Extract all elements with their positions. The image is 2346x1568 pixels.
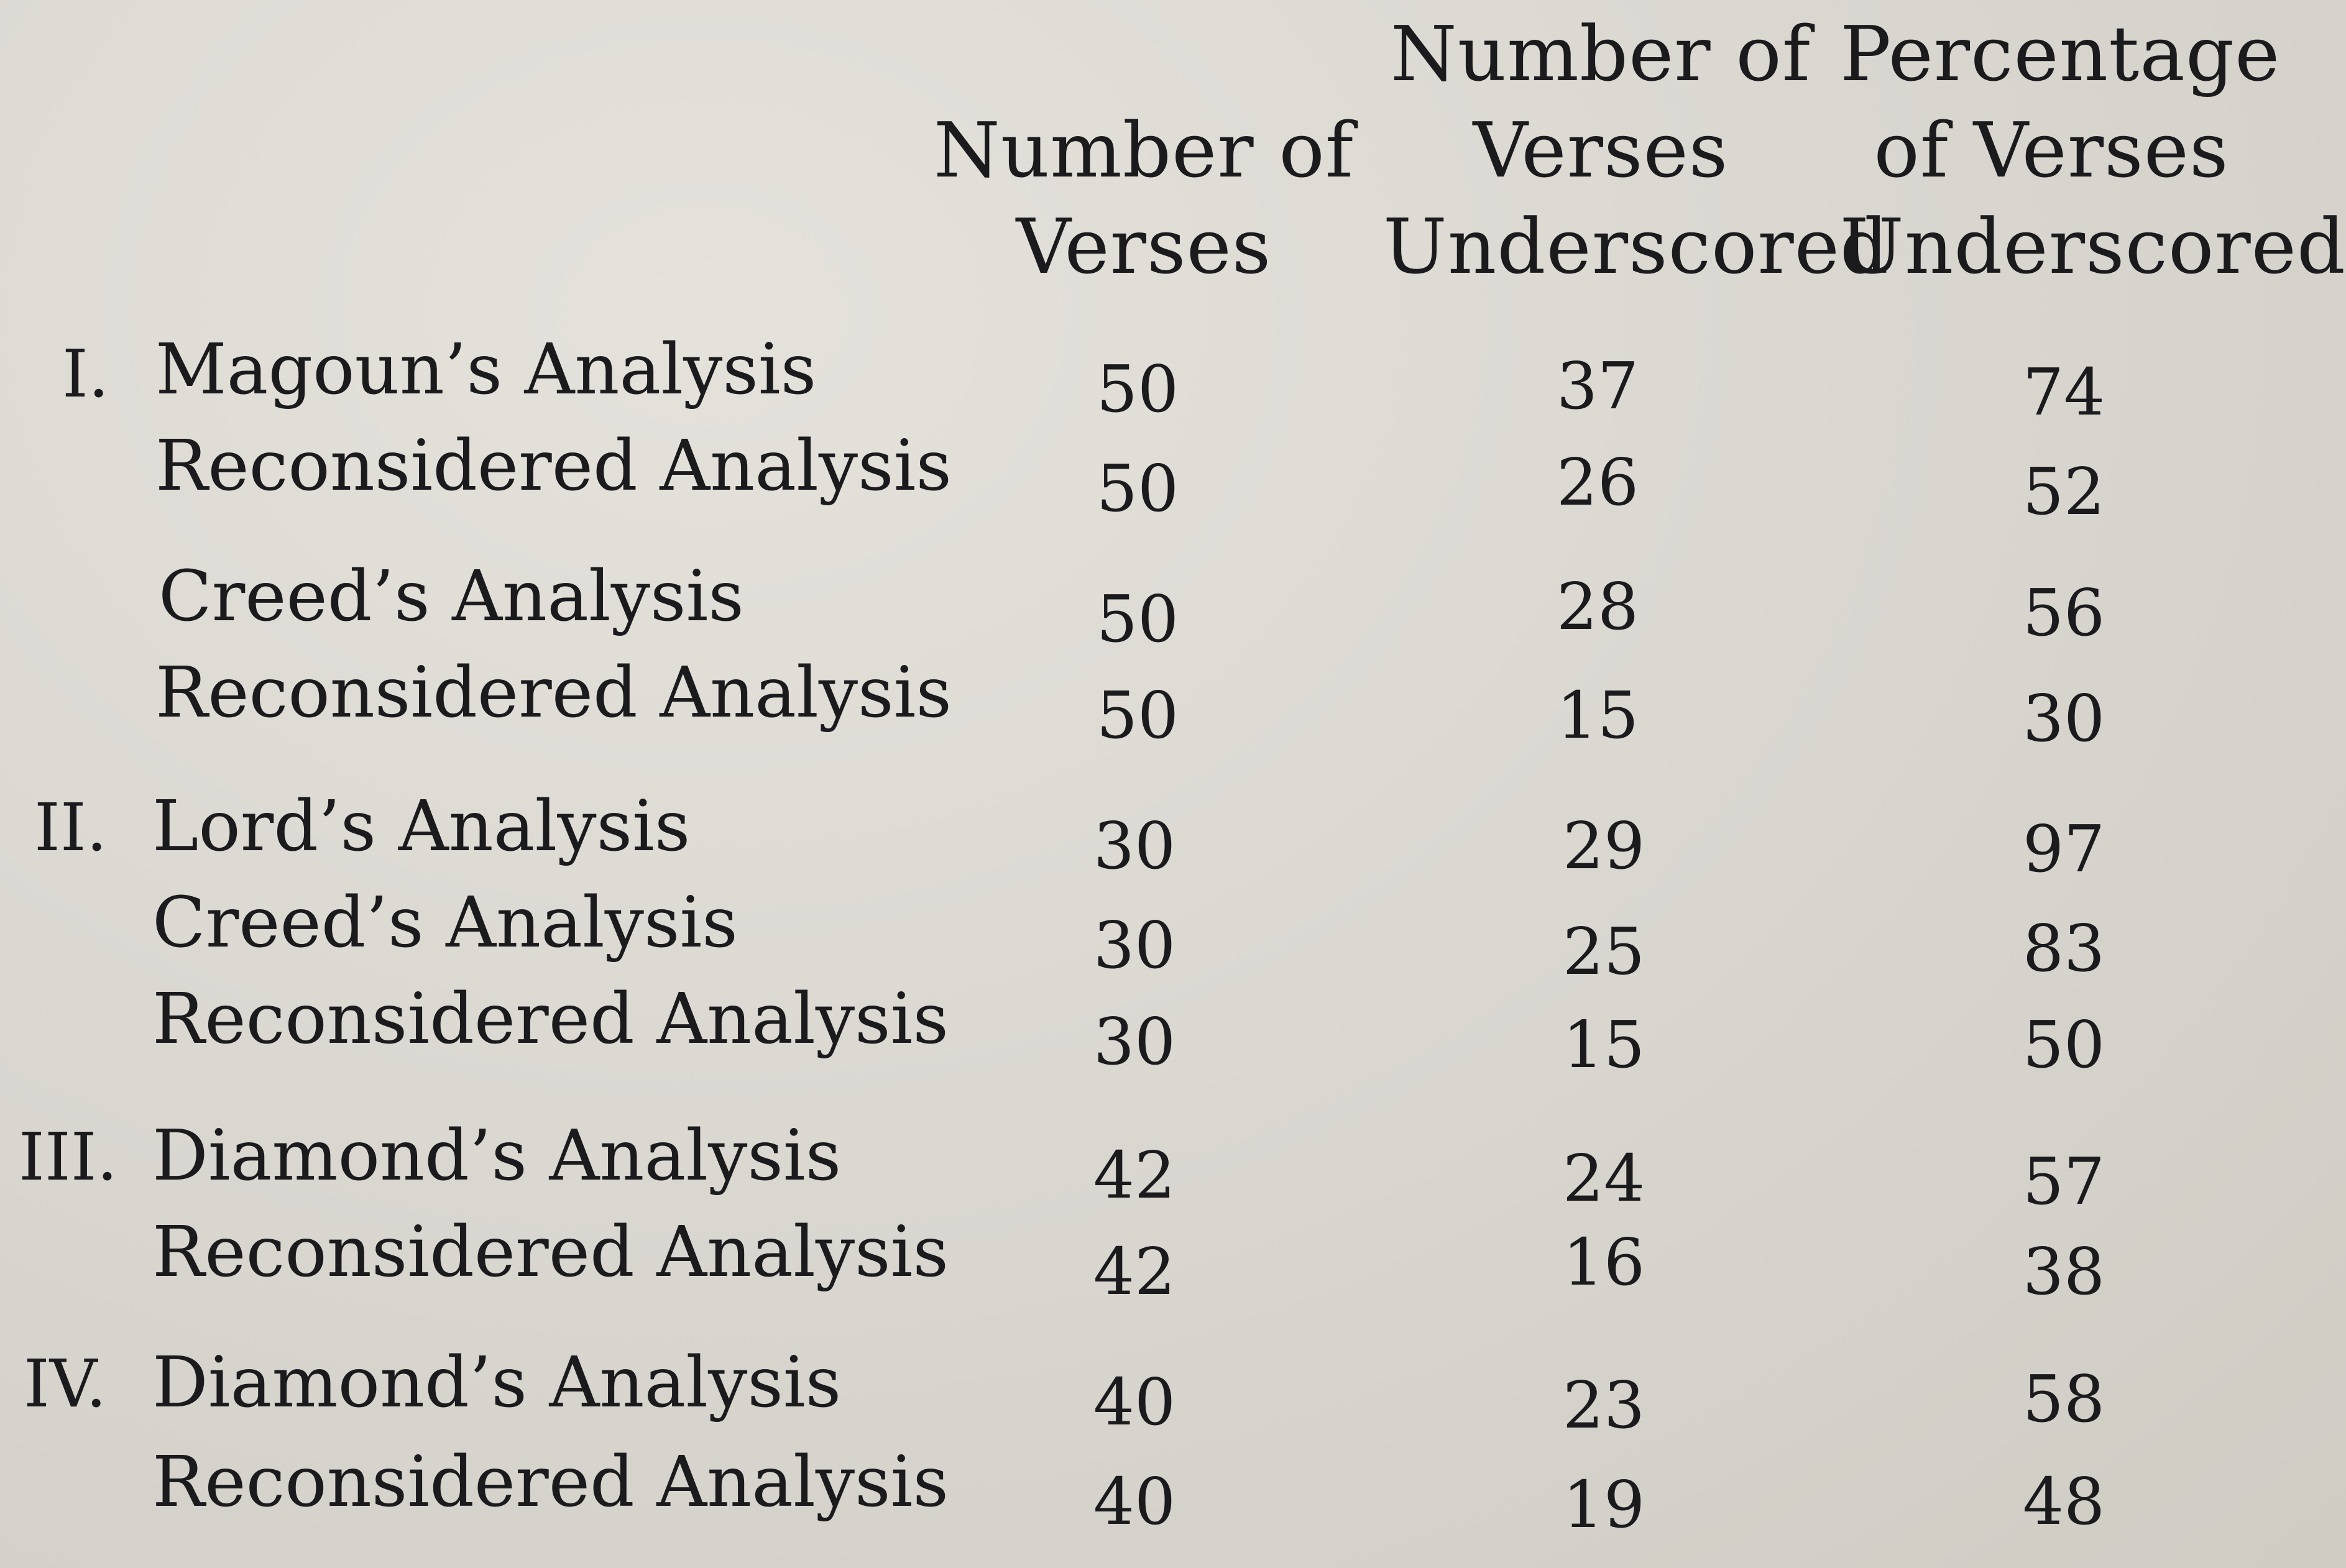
cell-number-of-verses: 50 bbox=[1096, 677, 1179, 753]
cell-verses-underscored: 26 bbox=[1556, 444, 1639, 520]
cell-number-of-verses: 40 bbox=[1093, 1364, 1176, 1440]
cell-verses-underscored: 19 bbox=[1562, 1467, 1645, 1543]
header-line: of Verses bbox=[1874, 106, 2229, 195]
header-line: Underscored bbox=[1840, 203, 2346, 291]
cell-number-of-verses: 50 bbox=[1096, 351, 1179, 427]
cell-percentage-underscored: 57 bbox=[2022, 1144, 2105, 1219]
header-line: Number of bbox=[1390, 10, 1811, 98]
cell-number-of-verses: 42 bbox=[1093, 1234, 1176, 1309]
cell-percentage-underscored: 56 bbox=[2022, 575, 2105, 651]
header-number-of-verses bbox=[932, 103, 1355, 295]
cell-verses-underscored: 23 bbox=[1562, 1367, 1645, 1443]
cell-percentage-underscored: 30 bbox=[2022, 681, 2105, 756]
header-number-of-verses-underscored bbox=[1383, 6, 1890, 295]
row-label: Diamond’s Analysis bbox=[152, 1342, 842, 1423]
header-line: Verses bbox=[1473, 106, 1729, 195]
row-label: Magoun’s Analysis bbox=[155, 329, 817, 410]
cell-verses-underscored: 28 bbox=[1556, 569, 1639, 644]
cell-verses-underscored: 25 bbox=[1562, 914, 1645, 989]
cell-percentage-underscored: 38 bbox=[2022, 1234, 2105, 1309]
header-percentage-of-verses-underscored bbox=[1840, 6, 2346, 295]
cell-verses-underscored: 24 bbox=[1562, 1140, 1645, 1216]
row-label: Creed’s Analysis bbox=[159, 556, 744, 637]
row-label: Lord’s Analysis bbox=[152, 786, 691, 867]
cell-number-of-verses: 50 bbox=[1096, 581, 1179, 657]
header-line: Underscored bbox=[1383, 203, 1890, 291]
row-label: Reconsidered Analysis bbox=[155, 426, 952, 507]
row-label: Diamond’s Analysis bbox=[152, 1116, 842, 1196]
row-label: Reconsidered Analysis bbox=[152, 1212, 949, 1293]
cell-verses-underscored: 15 bbox=[1562, 1007, 1645, 1083]
cell-number-of-verses: 30 bbox=[1093, 907, 1176, 983]
cell-percentage-underscored: 97 bbox=[2022, 811, 2105, 887]
cell-percentage-underscored: 74 bbox=[2022, 354, 2105, 430]
row-label: Reconsidered Analysis bbox=[155, 653, 952, 733]
section-number: III. bbox=[19, 1119, 118, 1195]
cell-verses-underscored: 29 bbox=[1562, 808, 1645, 884]
cell-percentage-underscored: 58 bbox=[2022, 1361, 2105, 1437]
cell-verses-underscored: 16 bbox=[1562, 1224, 1645, 1300]
header-line: Number of bbox=[933, 106, 1354, 195]
cell-verses-underscored: 15 bbox=[1556, 677, 1639, 753]
cell-percentage-underscored: 83 bbox=[2022, 910, 2105, 986]
cell-number-of-verses: 30 bbox=[1093, 1004, 1176, 1080]
section-number: II. bbox=[34, 789, 108, 866]
header-line: Percentage bbox=[1840, 10, 2281, 98]
cell-percentage-underscored: 50 bbox=[2022, 1007, 2105, 1083]
cell-verses-underscored: 37 bbox=[1556, 348, 1639, 424]
row-label: Reconsidered Analysis bbox=[152, 979, 949, 1060]
row-label: Creed’s Analysis bbox=[152, 883, 738, 963]
cell-number-of-verses: 30 bbox=[1093, 808, 1176, 884]
cell-number-of-verses: 50 bbox=[1096, 451, 1179, 526]
cell-number-of-verses: 40 bbox=[1093, 1464, 1176, 1539]
cell-percentage-underscored: 52 bbox=[2022, 454, 2105, 530]
section-number: I. bbox=[62, 336, 109, 412]
cell-percentage-underscored: 48 bbox=[2022, 1464, 2105, 1539]
cell-number-of-verses: 42 bbox=[1093, 1137, 1176, 1213]
header-line: Verses bbox=[1016, 203, 1272, 291]
section-number: IV. bbox=[24, 1346, 107, 1422]
row-label: Reconsidered Analysis bbox=[152, 1442, 949, 1523]
